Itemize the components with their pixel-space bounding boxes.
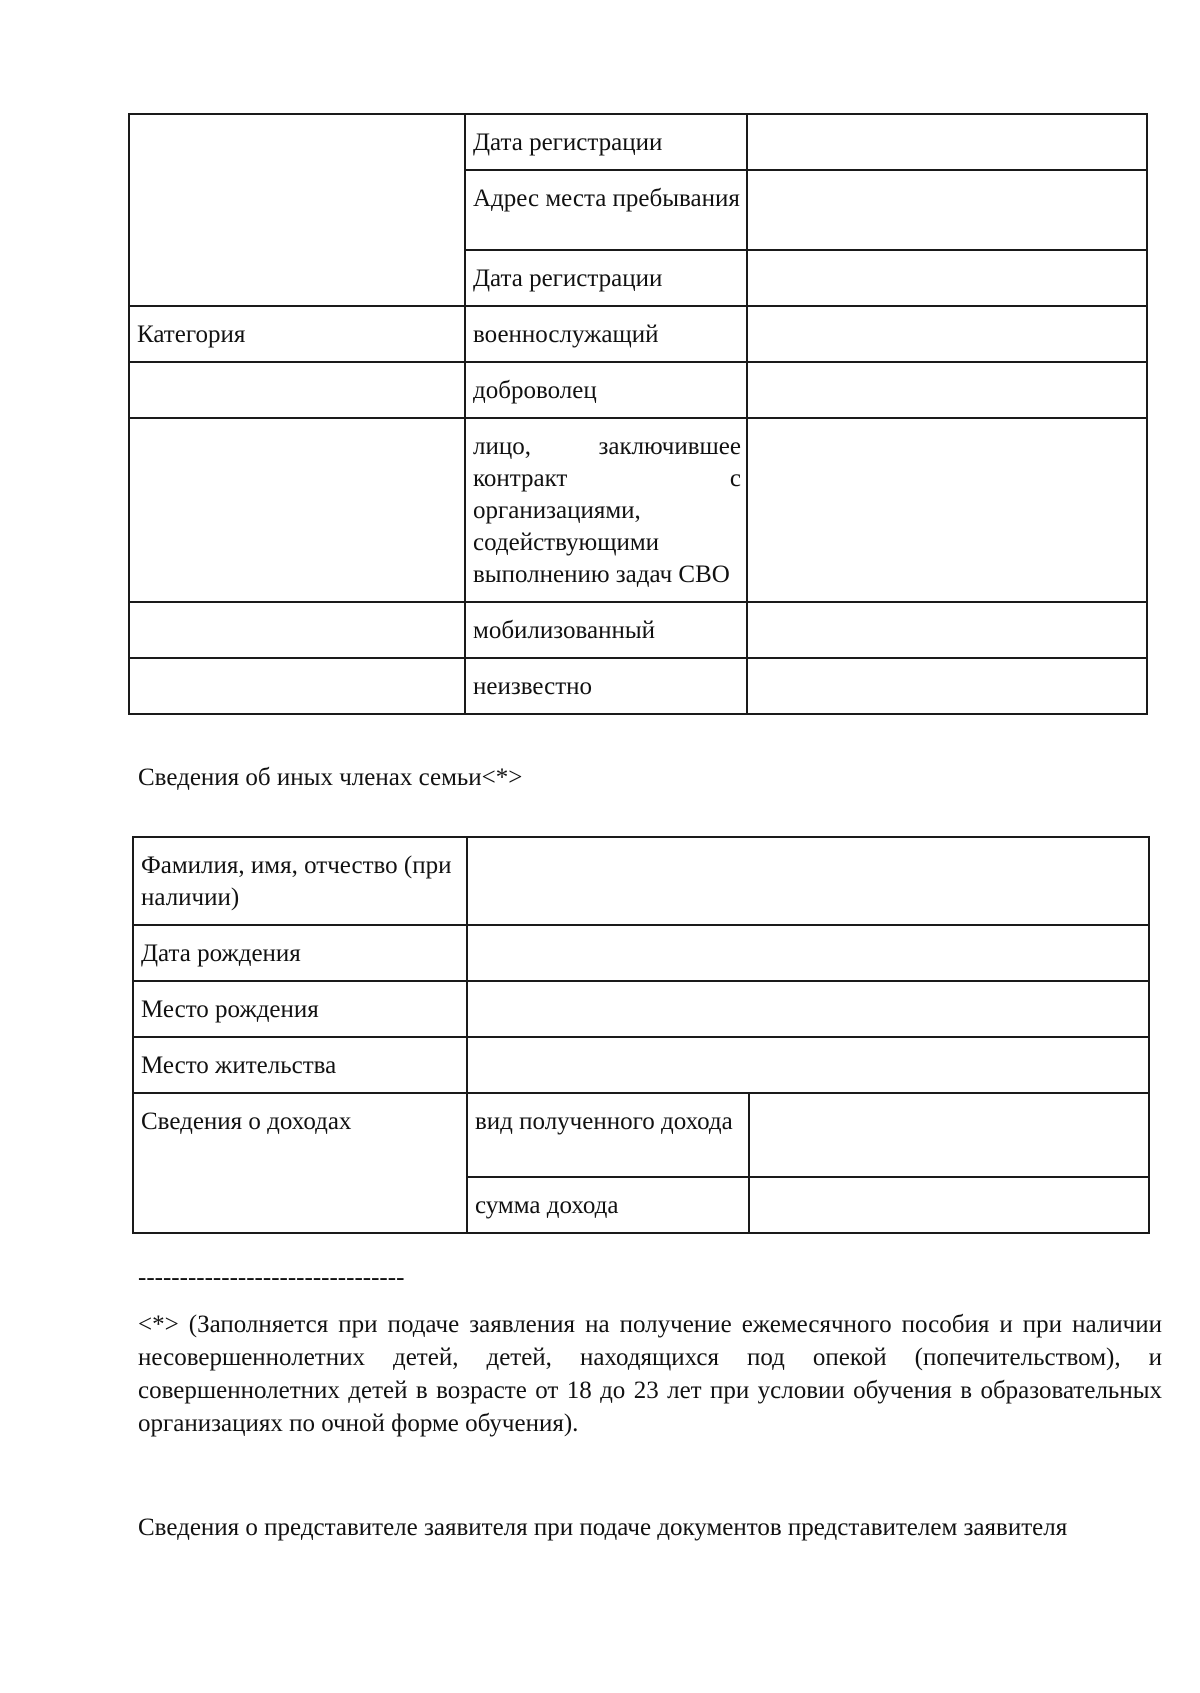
table-row bbox=[133, 981, 1149, 1037]
family-members-table bbox=[132, 836, 1150, 1234]
category-option-volunteer: доброволец bbox=[465, 362, 747, 418]
category-option-mobilized-value[interactable] bbox=[747, 602, 1147, 658]
stay-registration-date-label: Дата регистрации bbox=[465, 250, 747, 306]
birth-place-value[interactable] bbox=[467, 981, 1149, 1037]
empty-cell bbox=[129, 602, 465, 658]
registration-date-value[interactable] bbox=[747, 114, 1147, 170]
residence-label: Место жительства bbox=[133, 1037, 467, 1093]
empty-cell bbox=[129, 114, 465, 306]
full-name-value[interactable] bbox=[467, 837, 1149, 925]
table-row bbox=[129, 362, 1147, 418]
category-option-unknown-value[interactable] bbox=[747, 658, 1147, 714]
birth-date-label: Дата рождения bbox=[133, 925, 467, 981]
table-row bbox=[133, 1093, 1149, 1177]
category-option-unknown: неизвестно bbox=[465, 658, 747, 714]
category-option-volunteer-value[interactable] bbox=[747, 362, 1147, 418]
table-row bbox=[129, 114, 1147, 170]
full-name-label: Фамилия, имя, отчество (при наличии) bbox=[133, 837, 467, 925]
empty-cell bbox=[129, 362, 465, 418]
table-row bbox=[133, 1037, 1149, 1093]
category-option-serviceman-value[interactable] bbox=[747, 306, 1147, 362]
footnote-text: <*> (Заполняется при подаче заявления на получение ежемесячного пособия и при наличии несовершеннолетних детей, детей, находящихся под опекой (попечительством), и совершеннолетних детей в возрасте от 18 до 23 лет при условии обучения в образовательных организациях по очной форме обучения). bbox=[138, 1311, 1162, 1437]
empty-cell bbox=[129, 418, 465, 602]
footnote-divider: -------------------------------- bbox=[138, 1264, 405, 1291]
table-row bbox=[129, 306, 1147, 362]
stay-registration-date-value[interactable] bbox=[747, 250, 1147, 306]
contractor-text: лицо, заключившее контракт с организациями, содействующими выполнению задач СВО bbox=[473, 433, 741, 588]
table-row bbox=[133, 925, 1149, 981]
table-row bbox=[129, 418, 1147, 602]
table-row bbox=[129, 658, 1147, 714]
family-section-heading: Сведения об иных членах семьи<*> bbox=[138, 764, 523, 791]
stay-address-text: Адрес места пребывания bbox=[473, 185, 740, 212]
category-label: Категория bbox=[129, 306, 465, 362]
category-option-mobilized: мобилизованный bbox=[465, 602, 747, 658]
empty-cell bbox=[129, 658, 465, 714]
stay-address-value[interactable] bbox=[747, 170, 1147, 250]
residence-value[interactable] bbox=[467, 1037, 1149, 1093]
category-option-contractor-value[interactable] bbox=[747, 418, 1147, 602]
stay-address-label bbox=[465, 170, 747, 250]
income-amount-label: сумма дохода bbox=[467, 1177, 749, 1233]
category-option-contractor bbox=[465, 418, 747, 602]
birth-place-label: Место рождения bbox=[133, 981, 467, 1037]
table-row bbox=[133, 837, 1149, 925]
registration-date-label: Дата регистрации bbox=[465, 114, 747, 170]
income-amount-value[interactable] bbox=[749, 1177, 1149, 1233]
birth-date-value[interactable] bbox=[467, 925, 1149, 981]
income-type-label: вид полученного дохода bbox=[467, 1093, 749, 1177]
table-row bbox=[129, 602, 1147, 658]
income-type-value[interactable] bbox=[749, 1093, 1149, 1177]
category-option-serviceman: военнослужащий bbox=[465, 306, 747, 362]
income-label: Сведения о доходах bbox=[133, 1093, 467, 1233]
representative-section-heading: Сведения о представителе заявителя при подаче документов представителем заявителя bbox=[138, 1514, 1068, 1541]
category-table bbox=[128, 113, 1148, 715]
